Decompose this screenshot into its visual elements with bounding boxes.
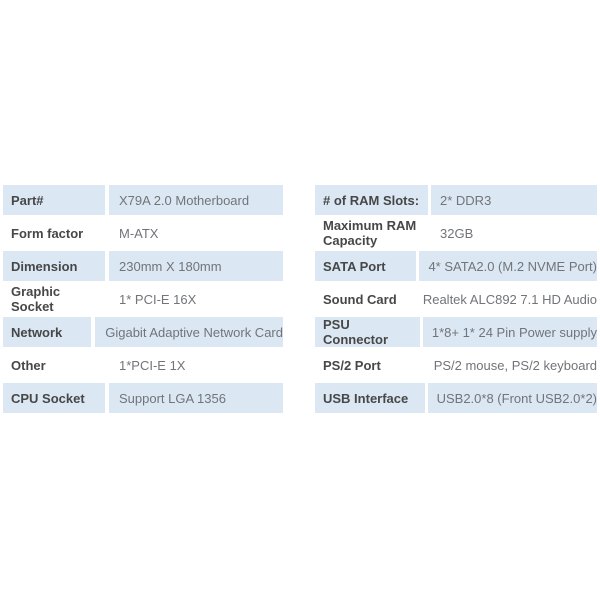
spec-value: 1* PCI-E 16X [109, 284, 283, 314]
spec-row [315, 284, 597, 314]
spec-label: Form factor [3, 218, 105, 248]
spec-label: PSU Connector [315, 317, 420, 347]
spec-row [3, 383, 283, 413]
spec-row [315, 185, 597, 215]
spec-value: Realtek ALC892 7.1 HD Audio [414, 284, 597, 314]
spec-value: 32GB [431, 218, 597, 248]
specs-table-right [315, 185, 597, 416]
spec-value: 1*8+ 1* 24 Pin Power supply [423, 317, 597, 347]
specs-table-left [3, 185, 283, 416]
spec-row [315, 317, 597, 347]
spec-value: Gigabit Adaptive Network Card [95, 317, 283, 347]
spec-row [3, 284, 283, 314]
spec-value: 4* SATA2.0 (M.2 NVME Port) [419, 251, 597, 281]
spec-label: # of RAM Slots: [315, 185, 428, 215]
spec-value: Support LGA 1356 [109, 383, 283, 413]
spec-label: USB Interface [315, 383, 425, 413]
spec-label: Network [3, 317, 91, 347]
spec-row [3, 350, 283, 380]
spec-label: PS/2 Port [315, 350, 422, 380]
spec-value: X79A 2.0 Motherboard [109, 185, 283, 215]
spec-row [3, 251, 283, 281]
spec-row [315, 350, 597, 380]
spec-label: Maximum RAM Capacity [315, 218, 428, 248]
spec-label: SATA Port [315, 251, 416, 281]
spec-row [3, 317, 283, 347]
spec-label: Graphic Socket [3, 284, 105, 314]
spec-value: USB2.0*8 (Front USB2.0*2) [428, 383, 597, 413]
spec-value: 2* DDR3 [431, 185, 597, 215]
spec-row [3, 185, 283, 215]
spec-row [315, 218, 597, 248]
spec-label: Dimension [3, 251, 105, 281]
spec-row [3, 218, 283, 248]
spec-label: Sound Card [315, 284, 411, 314]
spec-value: M-ATX [109, 218, 283, 248]
spec-value: 230mm X 180mm [109, 251, 283, 281]
spec-label: Other [3, 350, 105, 380]
spec-row [315, 383, 597, 413]
spec-value: 1*PCI-E 1X [109, 350, 283, 380]
spec-label: CPU Socket [3, 383, 105, 413]
spec-value: PS/2 mouse, PS/2 keyboard [425, 350, 597, 380]
spec-label: Part# [3, 185, 105, 215]
spec-row [315, 251, 597, 281]
